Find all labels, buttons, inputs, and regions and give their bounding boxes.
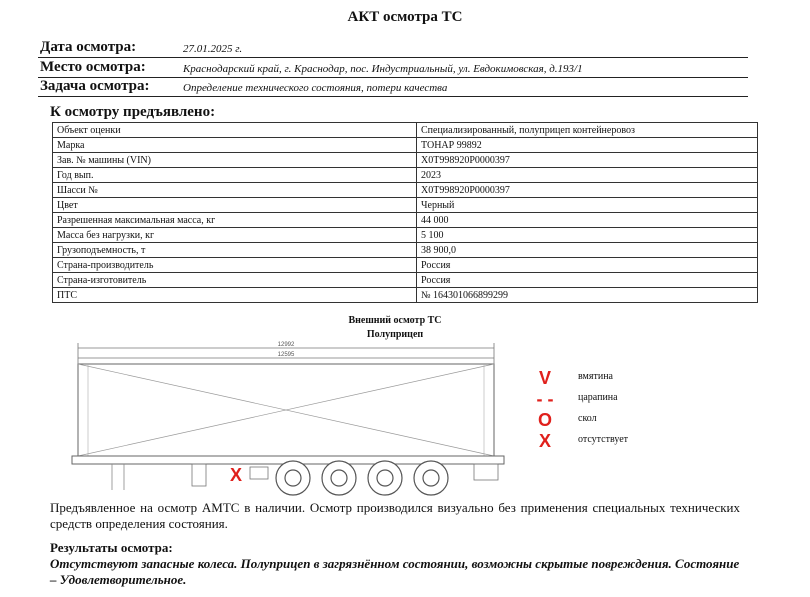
scratch-symbol-icon: - -: [536, 389, 554, 409]
property-key: Цвет: [53, 198, 417, 213]
legend-item-missing: [530, 431, 730, 451]
property-key: Год вып.: [53, 168, 417, 183]
property-value: X0T998920P0000397: [417, 183, 758, 198]
inspection-place-label: Место осмотра:: [40, 59, 146, 75]
legend-label: скол: [578, 413, 597, 424]
rear-bumper: [474, 464, 498, 480]
table-row: [53, 168, 758, 183]
missing-symbol-icon: X: [538, 431, 551, 451]
legend-label: отсутствует: [578, 434, 629, 445]
property-value: 2023: [417, 168, 758, 183]
inspection-task-row: [38, 77, 748, 97]
legend-item-dent: [530, 368, 730, 388]
inspection-place-row: [38, 58, 748, 78]
chip-symbol-icon: O: [537, 410, 552, 430]
inspection-date-row: [38, 38, 748, 58]
external-inspection-subtitle: Полуприцеп: [366, 329, 424, 340]
inspection-place-value: Краснодарский край, г. Краснодар, пос. Индустриальный, ул. Евдокимовская, д.193/1: [183, 63, 583, 75]
results-text: Отсутствуют запасные колеса. Полуприцеп в загрязнённом состоянии, возможны скрытые повреждения. Состояние – Удовлетворительное.: [50, 556, 740, 587]
table-row: [53, 123, 758, 138]
inspection-statement: Предъявленное на осмотр АМТС в наличии. Осмотр производился визуально без применения специальных технических средств определения состояния.: [50, 500, 740, 531]
property-value: Черный: [417, 198, 758, 213]
property-value: Специализированный, полуприцеп контейнеровоз: [417, 123, 758, 138]
property-key: Страна-производитель: [53, 258, 417, 273]
legend-item-scratch: [530, 389, 730, 409]
table-row: [53, 228, 758, 243]
property-value: 44 000: [417, 213, 758, 228]
table-row: [53, 153, 758, 168]
spare-wheel-holder: [250, 467, 268, 479]
vehicle-properties-table: [52, 122, 758, 303]
wheels: [276, 461, 448, 495]
wheel-hub: [331, 470, 347, 486]
presented-section-title: К осмотру предъявлено:: [50, 104, 216, 120]
table-row: [53, 243, 758, 258]
property-value: Россия: [417, 273, 758, 288]
dimension-label-1: 12992: [277, 342, 295, 348]
wheel-hub: [377, 470, 393, 486]
inspection-date-value: 27.01.2025 г.: [183, 43, 243, 55]
property-key: ПТС: [53, 288, 417, 303]
legend-label: вмятина: [578, 371, 613, 382]
table-row: [53, 288, 758, 303]
table-row: [53, 273, 758, 288]
table-row: [53, 198, 758, 213]
table-row: [53, 213, 758, 228]
property-key: Шасси №: [53, 183, 417, 198]
property-key: Зав. № машины (VIN): [53, 153, 417, 168]
table-row: [53, 258, 758, 273]
document-title: АКТ осмотра ТС: [347, 9, 463, 25]
damage-legend: [530, 368, 730, 458]
external-inspection-title: Внешний осмотр ТС: [348, 315, 442, 326]
inspection-task-label: Задача осмотра:: [40, 78, 150, 94]
property-value: X0T998920P0000397: [417, 153, 758, 168]
property-key: Страна-изготовитель: [53, 273, 417, 288]
missing-spare-wheel-mark: X: [229, 465, 243, 485]
table-row: [53, 183, 758, 198]
semitrailer-drawing: [64, 340, 514, 498]
dimension-label-2: 12595: [277, 352, 295, 358]
wheel-hub: [423, 470, 439, 486]
property-key: Грузоподъемность, т: [53, 243, 417, 258]
inspection-task-value: Определение технического состояния, потери качества: [183, 82, 448, 94]
property-value: № 164301066899299: [417, 288, 758, 303]
property-key: Марка: [53, 138, 417, 153]
dent-symbol-icon: V: [538, 368, 551, 388]
inspection-date-label: Дата осмотра:: [40, 39, 137, 55]
property-value: 5 100: [417, 228, 758, 243]
results-title: Результаты осмотра:: [50, 540, 173, 555]
property-value: ТОНАР 99892: [417, 138, 758, 153]
wheel-hub: [285, 470, 301, 486]
property-value: Россия: [417, 258, 758, 273]
legend-label: царапина: [578, 392, 618, 403]
support-leg: [192, 464, 206, 486]
legend-item-chip: [530, 410, 730, 430]
table-row: [53, 138, 758, 153]
property-value: 38 900,0: [417, 243, 758, 258]
property-key: Объект оценки: [53, 123, 417, 138]
property-key: Разрешенная максимальная масса, кг: [53, 213, 417, 228]
property-key: Масса без нагрузки, кг: [53, 228, 417, 243]
